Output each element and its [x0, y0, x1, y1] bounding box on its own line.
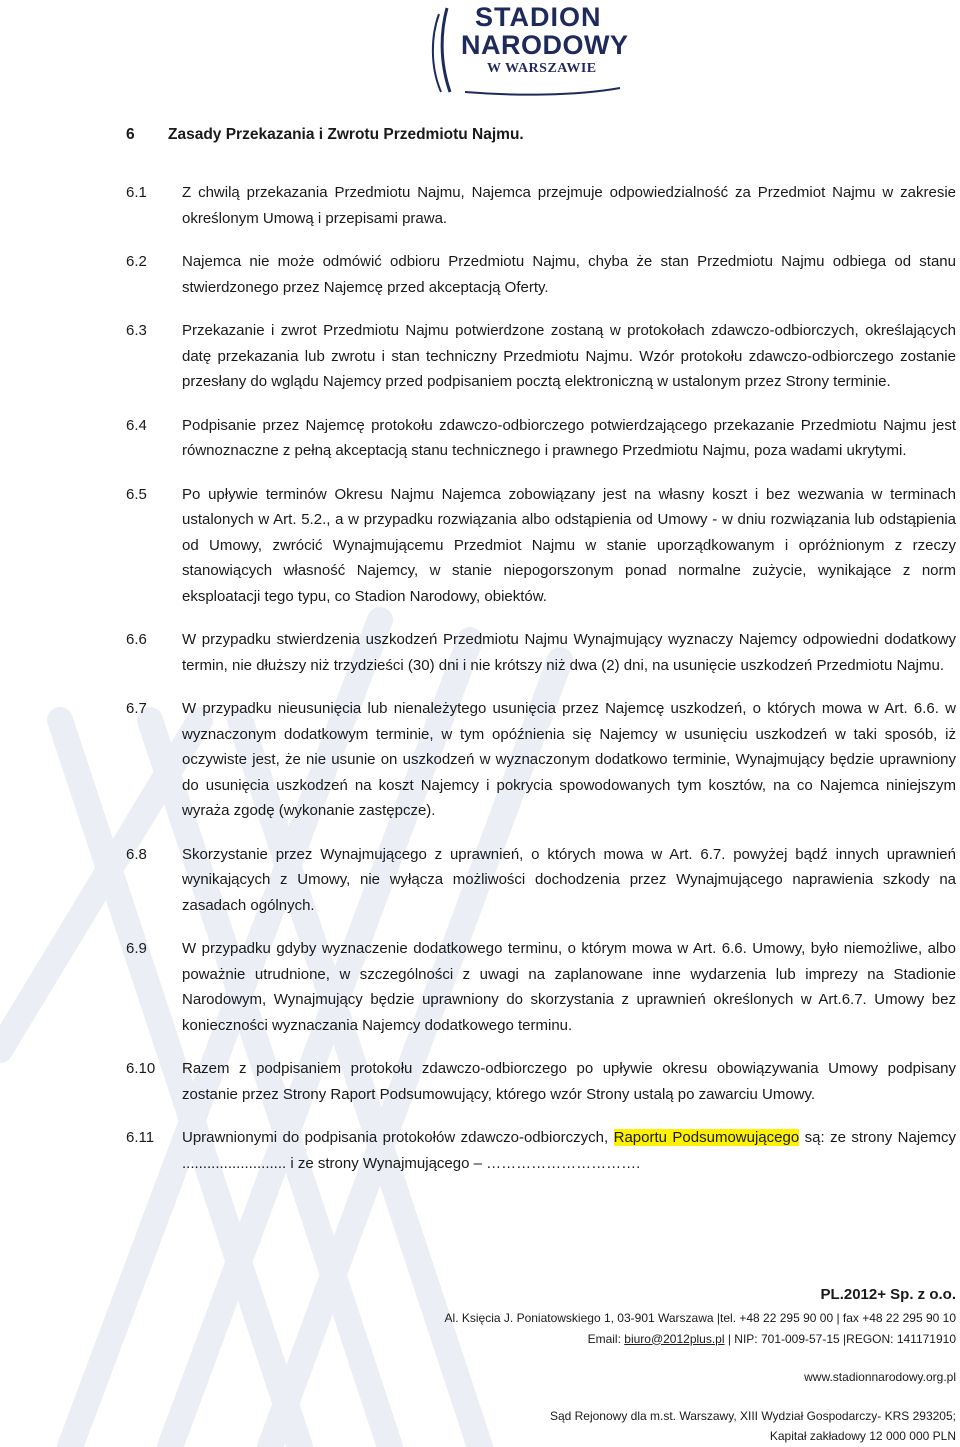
clause-text: W przypadku stwierdzenia uszkodzeń Przedmiotu Najmu Wynajmujący wyznaczy Najemcy odpowiedni dodatkowy termin, nie dłuższy niż trzydzieści (30) dni i nie krótszy niż dwa (2) dni, na usunięcie uszkodzeń Przedmiotu Najmu. [182, 631, 956, 674]
clause-text: Najemca nie może odmówić odbioru Przedmiotu Najmu, chyba że stan Przedmiotu Najmu odbiega od stanu stwierdzonego przez Najemcę przed akceptacją Oferty. [182, 253, 956, 296]
clause-text: W przypadku nieusunięcia lub nienależytego usunięcia przez Najemcę uszkodzeń, o których mowa w Art. 6.6. w wyznaczonym dodatkowym terminie, w tym opóźnienia się Najemcy w usunięciu uszkodzeń w taki sposób, iż oczywiste jest, że nie usunie on uszkodzeń w wyznaczonym dodatkowo terminie, Wynajmujący będzie uprawniony do usunięcia uszkodzeń na koszt Najemcy i pokrycia spowodowanych tym kosztów, na co Najemca niniejszym wyraża zgodę (wykonanie zastępcze). [182, 700, 956, 819]
clause-text: Po upływie terminów Okresu Najmu Najemca zobowiązany jest na własny koszt i bez wezwania w terminach ustalonych w Art. 5.2., a w przypadku rozwiązania albo odstąpienia od Umowy - w dniu rozwiązania lub odstąpienia od Umowy, zwrócić Wynajmującemu Przedmiot Najmu w stanie uporządkowanym i opróżnionym z rzeczy stanowiących własność Najemcy, w stanie niepogorszonym ponad normalne zużycie, wynikające z norm eksploatacji tego typu, co Stadion Narodowy, obiektów. [182, 485, 956, 605]
clause-text-part: są: ze strony Najemcy ......................... i ze strony Wynajmującego – …………………………. [182, 1129, 956, 1172]
clause-6-7 [126, 696, 956, 824]
clause-text: Razem z podpisaniem protokołu zdawczo-odbiorczego po upływie okresu obowiązywania Umowy podpisany zostanie przez Strony Raport Podsumowujący, którego wzór Strony ustalą po zawarciu Umowy. [182, 1060, 956, 1103]
stadion-logo [395, 0, 635, 96]
clause-number: 6.9 [126, 940, 147, 957]
clause-6-3 [126, 318, 956, 395]
footer-contact [445, 1329, 956, 1350]
clause-text: Skorzystanie przez Wynajmującego z uprawnień, o których mowa w Art. 6.7. powyżej bądź innych uprawnień wynikających z Umowy, nie wyłącza możliwości dochodzenia przez Wynajmującego naprawienia szkody na zasadach ogólnych. [182, 845, 956, 914]
clause-number: 6.5 [126, 485, 147, 503]
footer-ids: | NIP: 701-009-57-15 |REGON: 141171910 [724, 1331, 956, 1346]
clause-number: 6.6 [126, 631, 147, 648]
clause-text: Przekazanie i zwrot Przedmiotu Najmu potwierdzone zostaną w protokołach zdawczo-odbiorczych, określających datę przekazania lub zwrotu i stan techniczny Przedmiotu Najmu. Wzór protokołu zdawczo-odbiorczego zostanie przesłany do wglądu Najemcy przed podpisaniem pocztą elektroniczną w ustalonym przez Strony terminie. [182, 322, 956, 390]
section-heading [126, 126, 524, 144]
clause-number: 6.3 [126, 322, 147, 339]
highlighted-text: Raportu Podsumowującego [613, 1129, 800, 1146]
clause-6-6 [126, 627, 956, 678]
clause-number: 6.2 [126, 253, 147, 270]
clause-number: 6.11 [126, 1129, 155, 1146]
clause-6-9 [126, 936, 956, 1038]
clause-6-10 [126, 1056, 956, 1107]
footer-email-label: Email: [587, 1331, 625, 1346]
clause-number: 6.7 [126, 700, 147, 717]
clause-6-11 [126, 1125, 956, 1176]
footer-court: Sąd Rejonowy dla m.st. Warszawy, XIII Wydział Gospodarczy- KRS 293205; [549, 1408, 956, 1423]
clause-6-2 [126, 249, 956, 300]
clause-text: Podpisanie przez Najemcę protokołu zdawczo-odbiorczego potwierdzającego przekazanie Przedmiotu Najmu jest równoznaczne z pełną akceptacją stanu technicznego i prawnego Przedmiotu Najmu, poza wadami ukrytymi. [182, 416, 956, 459]
footer-capital: Kapitał zakładowy 12 000 000 PLN [769, 1429, 956, 1443]
clause-number: 6.1 [126, 184, 147, 201]
section-number: 6 [126, 126, 135, 143]
clause-text: Z chwilą przekazania Przedmiotu Najmu, Najemca przejmuje odpowiedzialność za Przedmiot Najmu w zakresie określonym Umową i przepisami prawa. [182, 184, 956, 227]
section-title: Zasady Przekazania i Zwrotu Przedmiotu Najmu. [168, 126, 524, 143]
clause-text [182, 1125, 956, 1176]
page-footer [445, 1286, 956, 1447]
clause-6-8 [126, 842, 956, 919]
clause-number: 6.10 [126, 1060, 156, 1077]
logo-line-1: STADION [475, 2, 602, 32]
footer-address: Al. Księcia J. Poniatowskiego 1, 03-901 Warszawa |tel. +48 22 295 90 00 | fax +48 22 295 90 10 [444, 1311, 956, 1325]
footer-company: PL.2012+ Sp. z o.o. [820, 1286, 956, 1303]
footer-website[interactable]: www.stadionnarodowy.org.pl [804, 1370, 956, 1384]
clause-text-part: Uprawnionymi do podpisania protokołów zdawczo-odbiorczych, [182, 1129, 614, 1146]
clause-number: 6.4 [126, 416, 147, 434]
clause-6-4 [126, 413, 956, 464]
logo-line-3: W WARSZAWIE [487, 61, 597, 76]
clause-list [126, 180, 956, 1194]
clause-text: W przypadku gdyby wyznaczenie dodatkowego terminu, o którym mowa w Art. 6.6. Umowy, było niemożliwe, albo poważnie utrudnione, w szczególności z uwagi na zaplanowane inne wydarzenia lub imprezy na Stadionie Narodowym, Wynajmujący będzie uprawniony do skorzystania z uprawnień określonych w Art.6.7. Umowy bez konieczności wyznaczania Najemcy dodatkowego terminu. [182, 940, 956, 1034]
clause-number: 6.8 [126, 845, 147, 863]
logo-line-2: NARODOWY [461, 30, 629, 60]
clause-6-5 [126, 482, 956, 610]
footer-email-link[interactable]: biuro@2012plus.pl [624, 1331, 725, 1346]
clause-6-1 [126, 180, 956, 231]
